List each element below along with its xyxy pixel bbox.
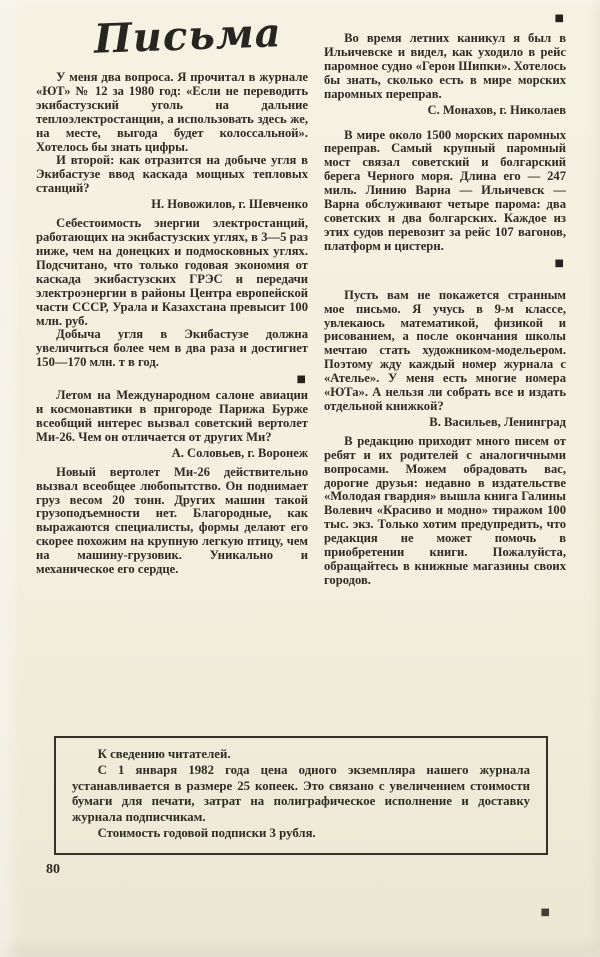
page-content xyxy=(36,9,566,588)
end-marker-line xyxy=(36,373,306,385)
end-marker-icon: ■ xyxy=(554,257,564,269)
end-marker-line xyxy=(324,257,564,269)
end-marker-icon: ■ xyxy=(540,907,550,918)
notice-footer: Стоимость годовой подписки 3 рубля. xyxy=(97,825,316,840)
letter-paragraph: И второй: как отразится на добыче угля в Экибастузе ввод каскада мощных тепловых станций? xyxy=(36,153,308,196)
answer-paragraph: В мире около 1500 морских паромных переправ. Самый крупный паромный мост связал советский и болгарский берега Черного моря. Длина его — 247 миль. Линию Варна — Ильичевск — Варна обслуживают четыре парома: два советских и два болгарских. Каждое из этих судов перевозит за рейс 107 вагонов, платформ и цистерн. xyxy=(324,127,566,253)
letter-paragraph: Пусть вам не покажется странным мое письмо. Я учусь в 9-м классе, увлекаюсь математикой, физикой и рисованием, а после окончания школы мечтаю стать художником-модельером. Поэтому жду каждый номер журнала с «Ателье». У меня есть многие номера «ЮТа». А нельзя ли собрать все и издать отдельной книжкой? xyxy=(324,287,566,413)
answer-paragraph: Новый вертолет Ми-26 действительно вызвал всеобщее любопытство. Он поднимает груз весом 20 тонн. Других машин такой грузоподъемности нет. Благородные, как выражаются специалисты, формы делают его скорее похожим на крупную легкую птицу, чем на машину-грузовик. Уникально и механическое его сердце. xyxy=(36,464,308,577)
answer-paragraph: Себестоимость энергии электростанций, работающих на экибастузских углях, в 3—5 раз ниже, чем на донецких и подмосковных углях. Подсчитано, что только годовая экономия от каскада экибастузских ГРЭС и передачи электроэнергии в районы Центра европейской части СССР, Урала и Казахстана превысит 100 млн. руб. xyxy=(36,216,308,328)
right-column xyxy=(324,12,566,588)
letter-paragraph: У меня два вопроса. Я прочитал в журнале «ЮТ» № 12 за 1980 год: «Если не переводить экибастузский уголь на дальние теплоэлектростанции, а использовать здесь же, на месте, выгода будет колоссальной». Хотелось бы знать цифры. xyxy=(36,70,308,154)
letter-signature: А. Соловьев, г. Воронеж xyxy=(171,445,308,460)
page-title: Письма xyxy=(93,9,283,63)
notice-heading: К сведению читателей. xyxy=(97,747,231,761)
notice-body: С 1 января 1982 года цена одного экземпляра нашего журнала устанавливается в размере 25 копеек. Это связано с увеличением стоимости бумаги для печати, затрат на полиграфическое исполнение и доставку журнала подписчикам. xyxy=(72,762,530,825)
page-number: 80 xyxy=(46,862,60,877)
end-marker-icon: ■ xyxy=(554,13,564,24)
answer-paragraph: В редакцию приходит много писем от ребят и их родителей с аналогичными вопросами. Можем обрадовать вас, дорогие друзья: недавно в издательстве «Молодая гвардия» вышла книга Галины Волевич «Красиво и модно» тиражом 100 тыс. экз. Только хотим предупредить, что редакция не может помочь в приобретении книги. Пожалуйста, обращайтесь в книжные магазины своих городов. xyxy=(324,433,566,587)
letter-signature: Н. Новожилов, г. Шевченко xyxy=(151,197,308,212)
left-column xyxy=(36,9,308,588)
answer-paragraph: Добыча угля в Экибастузе должна увеличиться более чем в два раза и достигнет 150—170 млн. т в год. xyxy=(36,327,308,370)
letter-paragraph: Летом на Международном салоне авиации и космонавтики в пригороде Парижа Бурже всеобщий интерес вызвал советский вертолет Ми-26. Чем он отличается от других Ми? xyxy=(36,388,308,444)
letter-signature: С. Монахов, г. Николаев xyxy=(427,102,566,117)
letter-paragraph: Во время летних каникул я был в Ильичевске и видел, как уходило в рейс паромное судно «Герои Шипки». Хотелось бы знать, сколько есть в мире морских паромных переправ. xyxy=(324,31,566,101)
notice-box xyxy=(54,736,548,855)
end-marker-line xyxy=(324,12,564,24)
end-marker-icon: ■ xyxy=(296,374,306,386)
letter-signature: В. Васильев, Ленинград xyxy=(429,414,566,429)
